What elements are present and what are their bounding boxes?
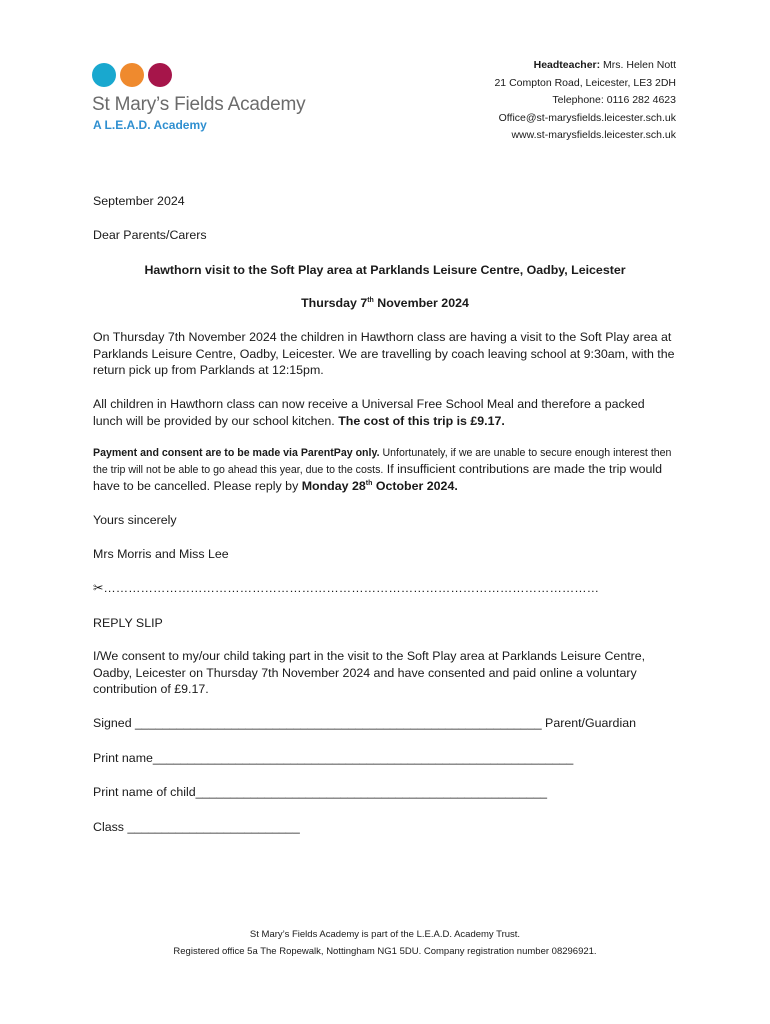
deadline-suffix: th bbox=[365, 479, 373, 487]
class-label: Class bbox=[93, 820, 128, 834]
class-field[interactable]: _________________________ bbox=[127, 820, 300, 834]
school-name: St Mary’s Fields Academy bbox=[92, 94, 306, 115]
payment-deadline bbox=[302, 479, 458, 493]
footer-registration-line: Registered office 5a The Ropewalk, Nottingham NG1 5DU. Company registration number 08296921. bbox=[173, 946, 597, 957]
signed-row bbox=[93, 715, 677, 732]
payment-paragraph bbox=[93, 444, 677, 495]
child-name-row bbox=[93, 784, 677, 801]
consent-statement: I/We consent to my/our child taking part in the visit to the Soft Play area at Parklands Leisure Centre, Oadby, Leicester on Thursday 7th November 2024 and have consented and paid online a voluntary contribution of £9.17. bbox=[93, 649, 646, 696]
print-name-row bbox=[93, 750, 677, 767]
trip-cost: The cost of this trip is £9.17. bbox=[338, 413, 505, 428]
subtitle-suffix: th bbox=[367, 296, 374, 304]
signed-label: Signed bbox=[93, 716, 136, 730]
payment-warning: Unfortunately, if we are unable to secure enough interest then the trip will not be able to go ahead this year, due to the costs. bbox=[93, 447, 672, 476]
signature-field[interactable]: ___________________________________________________________ bbox=[135, 716, 542, 730]
print-name-field[interactable]: _____________________________________________________________ bbox=[152, 751, 574, 765]
contact-block bbox=[494, 57, 676, 145]
headteacher-name: Mrs. Helen Nott bbox=[600, 59, 676, 71]
logo-dot-maroon bbox=[148, 63, 172, 87]
subtitle-day: Thursday 7 bbox=[301, 296, 368, 310]
footer-trust-line: St Mary’s Fields Academy is part of the L.E.A.D. Academy Trust. bbox=[249, 929, 521, 940]
letter-closing: Yours sincerely bbox=[93, 513, 177, 527]
payment-deadline-text: If insufficient contributions are made the trip would have to be cancelled. Please reply by bbox=[93, 462, 663, 493]
trip-details-paragraph: On Thursday 7th November 2024 the children in Hawthorn class are having a visit to the Soft Play area at Parklands Leisure Centre, Oadby, Leicester. We are travelling by coach leaving school at 9:30am, with the return pick up from Parklands at 12:15pm. bbox=[93, 330, 675, 377]
cut-line: ✂………………………………………………………………………………………………………… bbox=[93, 581, 600, 595]
letter-greeting: Dear Parents/Carers bbox=[93, 228, 207, 242]
letter-signatories: Mrs Morris and Miss Lee bbox=[93, 547, 229, 561]
logo-dot-orange bbox=[120, 63, 144, 87]
subtitle-month: November 2024 bbox=[373, 296, 469, 310]
parent-guardian-label: Parent/Guardian bbox=[541, 716, 636, 730]
meal-cost-paragraph bbox=[93, 396, 677, 429]
school-telephone: Telephone: 0116 282 4623 bbox=[552, 94, 676, 106]
letter-title: Hawthorn visit to the Soft Play area at Parklands Leisure Centre, Oadby, Leicester bbox=[144, 263, 626, 277]
class-row bbox=[93, 819, 677, 836]
deadline-day: Monday 28 bbox=[301, 479, 366, 493]
headteacher-label: Headteacher: bbox=[533, 59, 601, 71]
school-website[interactable]: www.st-marysfields.leicester.sch.uk bbox=[511, 129, 676, 141]
school-email[interactable]: Office@st-marysfields.leicester.sch.uk bbox=[498, 111, 676, 124]
child-name-field[interactable]: ___________________________________________________ bbox=[195, 785, 548, 799]
print-name-label: Print name bbox=[93, 751, 153, 765]
school-address: 21 Compton Road, Leicester, LE3 2DH bbox=[494, 76, 676, 89]
school-subtitle: A L.E.A.D. Academy bbox=[93, 118, 207, 132]
letter-date: September 2024 bbox=[93, 194, 185, 208]
headteacher-line bbox=[494, 57, 676, 75]
child-name-label: Print name of child bbox=[93, 785, 196, 799]
meal-text: All children in Hawthorn class can now receive a Universal Free School Meal and therefore a packed lunch will be provided by our school kitchen. bbox=[93, 397, 645, 428]
logo-dot-blue bbox=[92, 63, 116, 87]
deadline-month: October 2024. bbox=[372, 479, 458, 493]
payment-method: Payment and consent are to be made via ParentPay only. bbox=[93, 447, 380, 459]
reply-slip-heading: REPLY SLIP bbox=[93, 616, 163, 630]
letter-subtitle bbox=[93, 295, 677, 312]
